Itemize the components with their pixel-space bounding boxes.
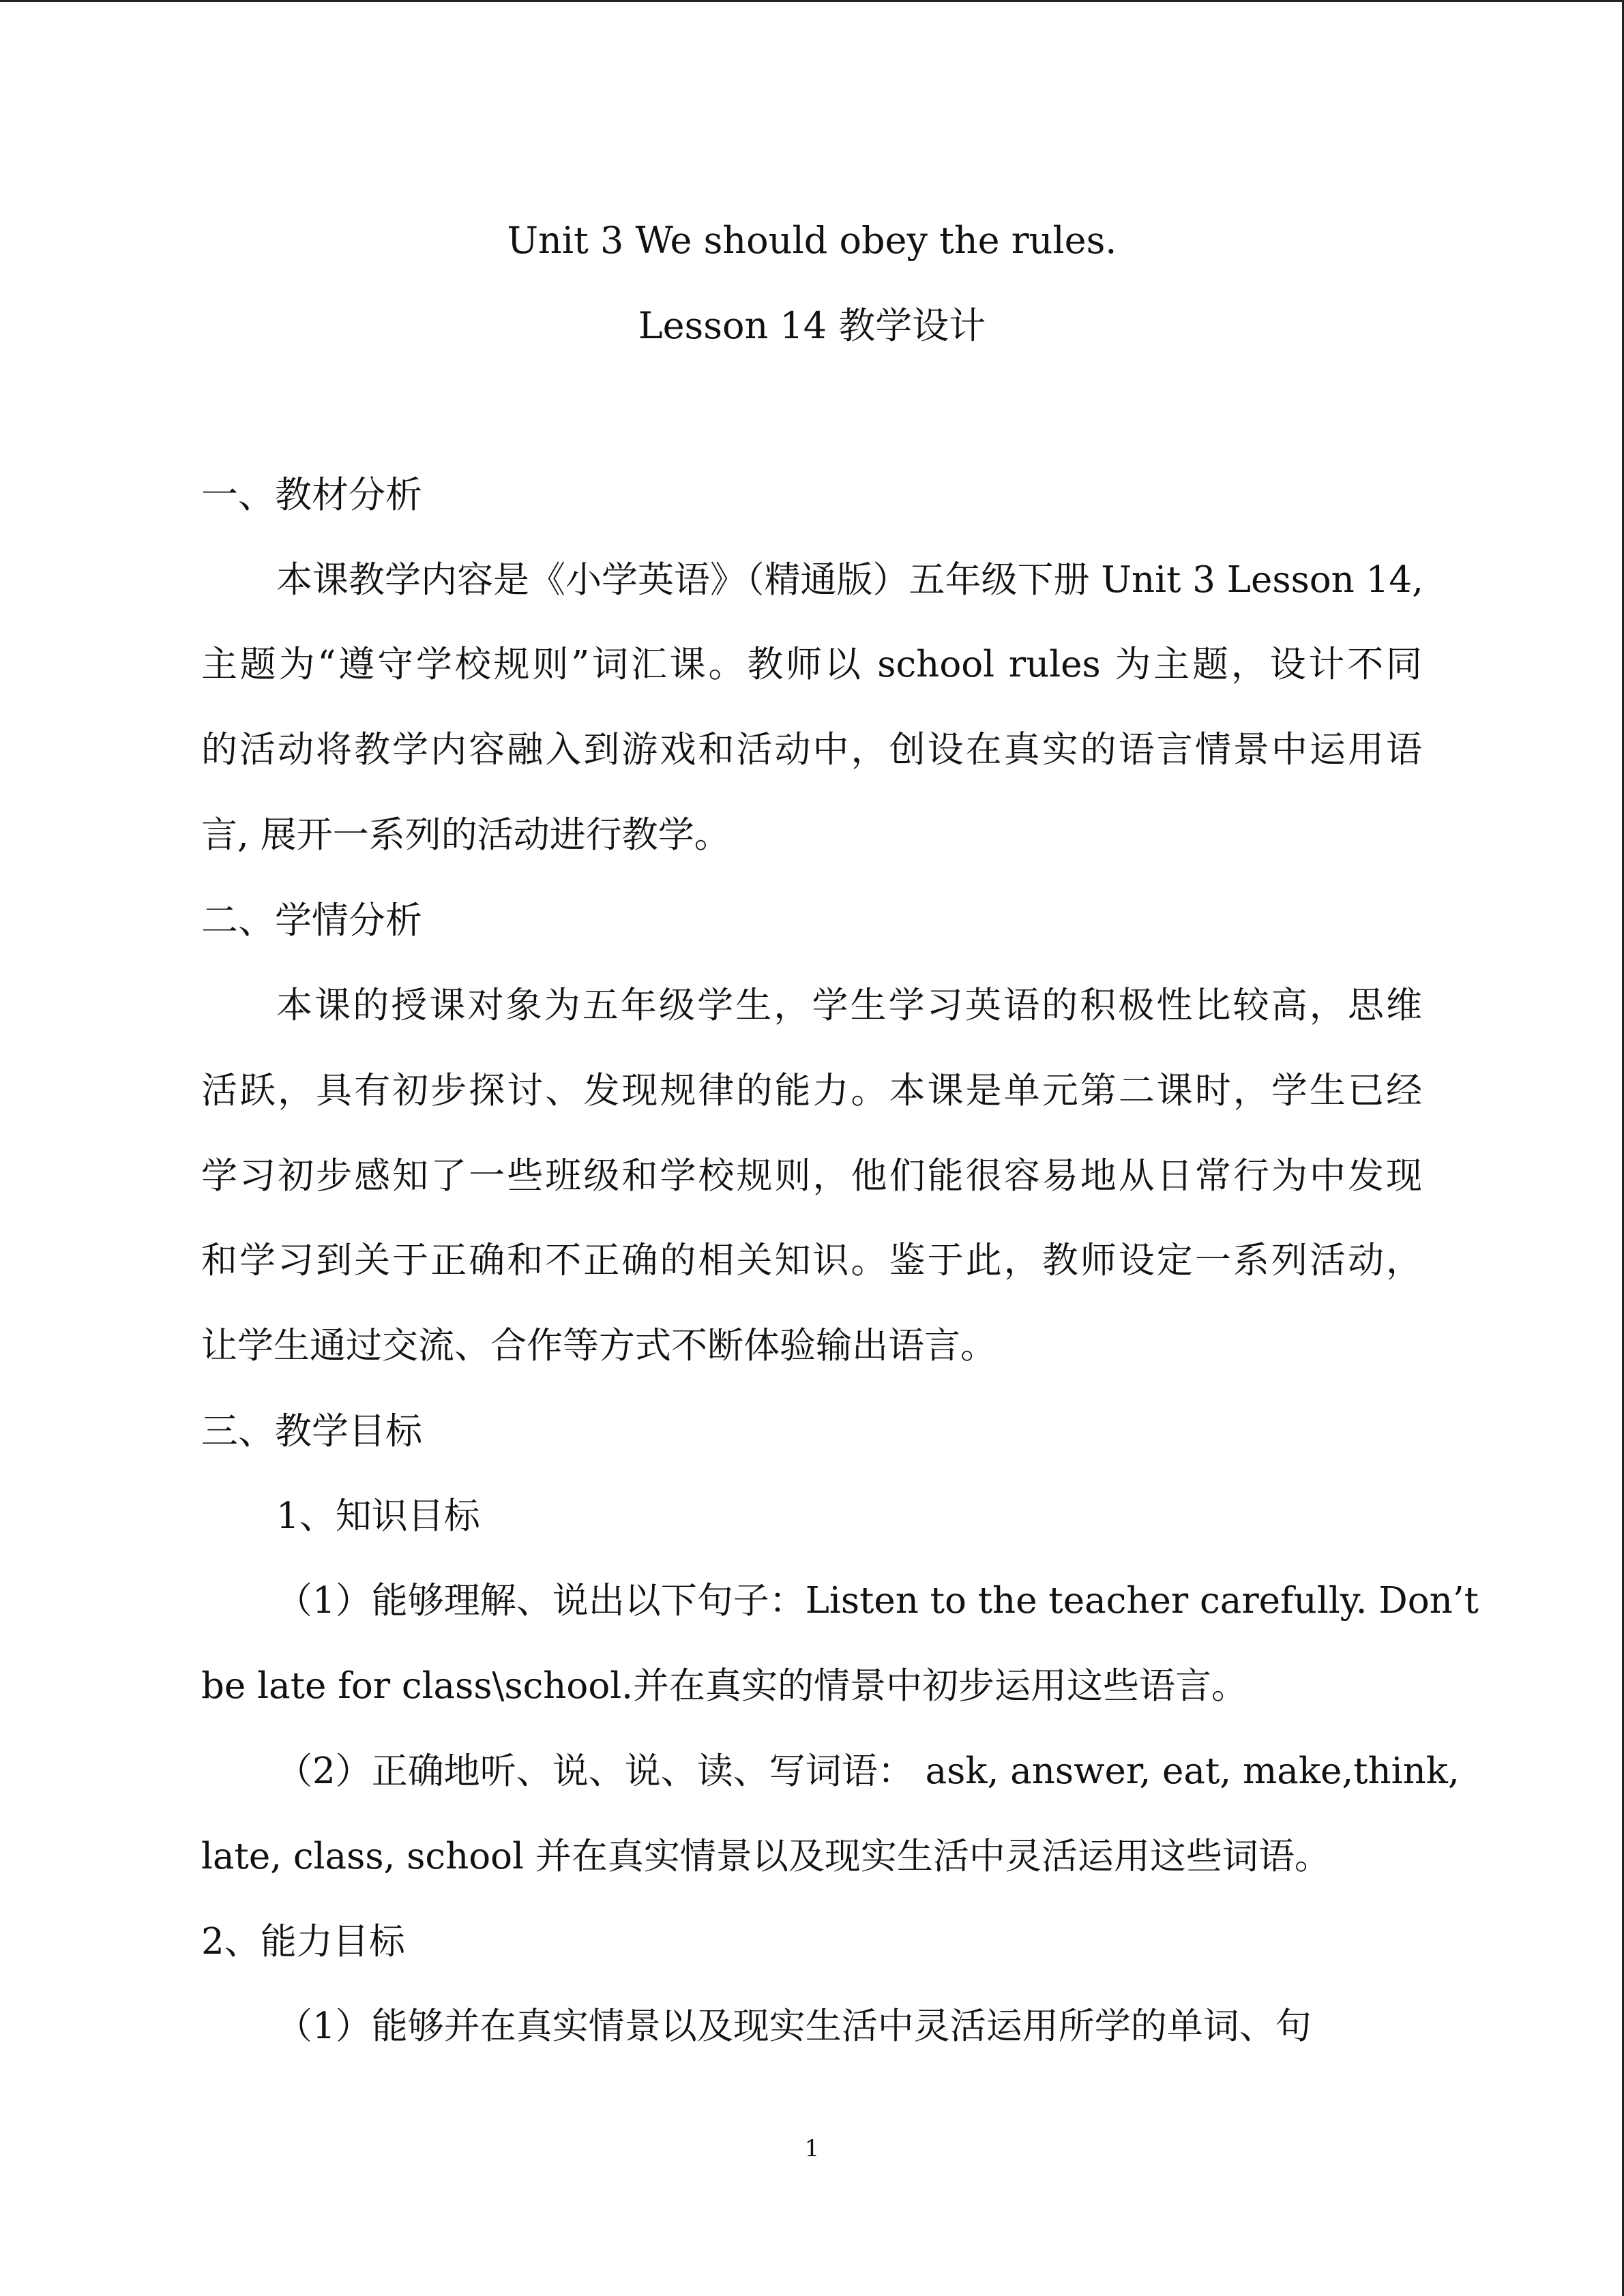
paragraph-line: 活跃，具有初步探讨、发现规律的能力。本课是单元第二课时，学生已经 [201,1070,1422,1112]
paragraph-line: 学习初步感知了一些班级和学校规则，他们能很容易地从日常行为中发现 [201,1155,1422,1197]
paragraph-line: （1）能够理解、说出以下句子：Listen to the teacher carefully. Don’t [276,1580,1479,1622]
paragraph-line: 让学生通过交流、合作等方式不断体验输出语言。 [201,1325,996,1367]
subheading-knowledge: 1、知识目标 [276,1495,480,1537]
document-title: Unit 3 We should obey the rules. [507,219,1117,262]
paragraph-line: （1）能够并在真实情景以及现实生活中灵活运用所学的单词、句 [276,2006,1312,2047]
paragraph-line: 和学习到关于正确和不正确的相关知识。鉴于此，教师设定一系列活动， [201,1240,1422,1281]
page-border-top [0,0,1624,2]
paragraph-line: （2）正确地听、说、说、读、写词语： ask, answer, eat, make,think, [276,1750,1460,1792]
section-heading-students: 二、学情分析 [201,899,422,942]
subheading-ability: 2、能力目标 [201,1921,405,1963]
paragraph-line: 本课教学内容是《小学英语》（精通版）五年级下册 Unit 3 Lesson 14, [276,559,1423,601]
paragraph-line: late, class, school 并在真实情景以及现实生活中灵活运用这些词语。 [201,1836,1331,1877]
section-heading-materials: 一、教材分析 [201,473,422,516]
paragraph-line: be late for class\school.并在真实的情景中初步运用这些语言。 [201,1665,1248,1707]
document-subtitle: Lesson 14 教学设计 [638,304,986,347]
section-heading-objectives: 三、教学目标 [201,1410,422,1452]
paragraph-line: 言, 展开一系列的活动进行教学。 [201,814,730,856]
paragraph-line: 本课的授课对象为五年级学生，学生学习英语的积极性比较高，思维 [276,985,1422,1026]
paragraph-line: 的活动将教学内容融入到游戏和活动中，创设在真实的语言情景中运用语 [201,729,1422,771]
page-number: 1 [804,2135,820,2162]
paragraph-line: 主题为“遵守学校规则”词汇课。教师以 school rules 为主题，设计不同 [201,644,1422,685]
